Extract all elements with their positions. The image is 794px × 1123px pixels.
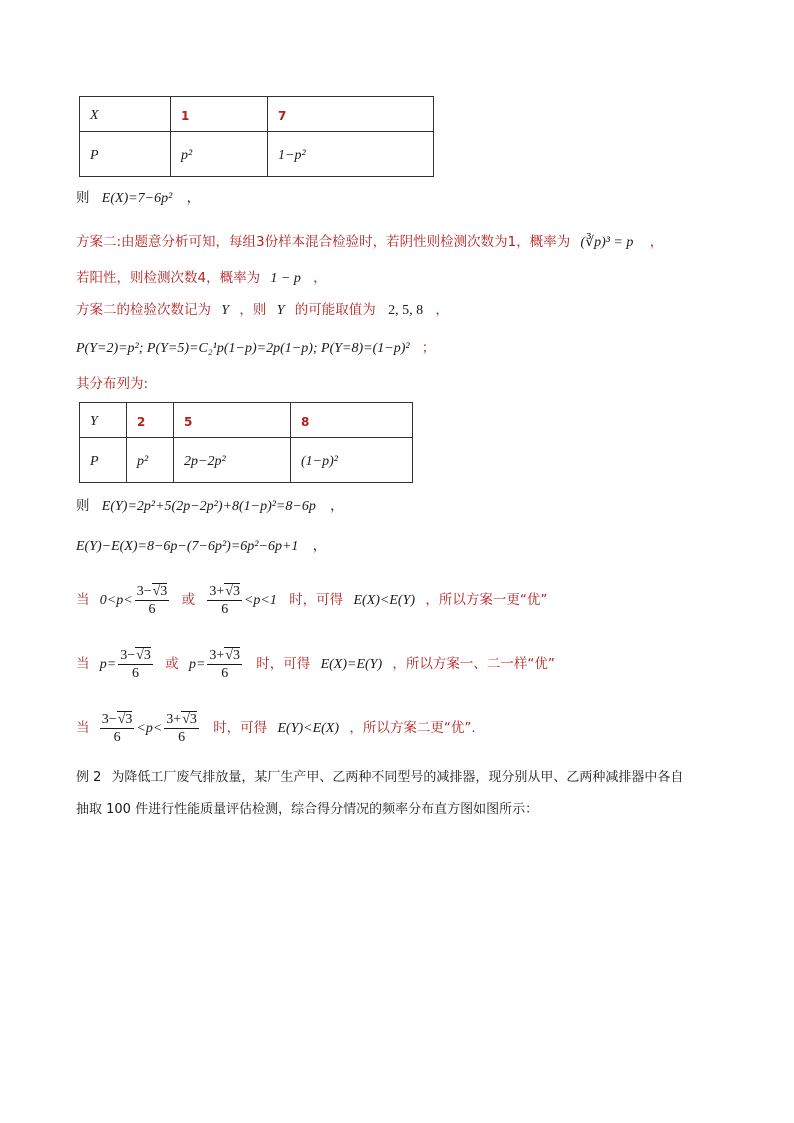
formula: E(Y)−E(X)=8−6p−(7−6p²)=6p²−6p+1	[76, 539, 299, 554]
text: ，	[313, 270, 327, 286]
var: Y	[221, 303, 230, 318]
prob-cell: 1−p²	[278, 148, 306, 163]
plan2-y-line	[76, 300, 449, 321]
fraction: $\frac{3+√3}{6}$	[166, 711, 197, 745]
value-label: 2	[137, 414, 146, 429]
text: ，	[330, 498, 344, 514]
text: 方案二的检验次数记为	[76, 302, 211, 318]
text: 的可能取值为	[294, 302, 376, 318]
ex-line	[76, 188, 200, 209]
values: 2, 5, 8	[388, 303, 424, 318]
example2-line2	[76, 800, 538, 820]
text: ，所以方案一、二一样“优”	[392, 656, 555, 672]
example2-line1	[76, 768, 683, 788]
fraction: $\frac{3-√3}{6}$	[101, 711, 133, 745]
text: 为降低工厂废气排放量，某厂生产甲、乙两种不同型号的减排器，现分别从甲、乙两种减排器中各自	[111, 770, 684, 785]
plan2-line-b	[76, 268, 327, 289]
prob-cell: (1−p)²	[301, 454, 338, 469]
text: 方案二:由题意分析可知，每组3份样本混合检验时，若阴性则检测次数为1，概率为	[76, 234, 571, 250]
formula: E(Y)<E(X)	[277, 721, 340, 736]
formula: 1 − p	[270, 271, 301, 286]
formula: E(Y)=2p²+5(2p−2p²)+8(1−p)²=8−6p	[101, 499, 316, 514]
table-cell	[268, 97, 434, 132]
text: ，	[649, 234, 664, 250]
table-cell	[80, 97, 171, 132]
table-cell	[171, 132, 268, 177]
table-cell	[174, 438, 291, 483]
distribution-table-y	[79, 402, 413, 483]
example-label: 例 2	[76, 770, 102, 785]
value-label: 5	[184, 414, 193, 429]
text: 当	[76, 592, 90, 608]
text: 时，可得	[213, 720, 268, 736]
case2-line: 当 p= $\frac{3-√3}{6}$ 或 p= $\frac{3+√3}{6}$ 时，可得 E(X)=E(Y) ，所以方案一、二一样“优”	[76, 647, 555, 681]
text: 抽取 100 件进行性能质量评估检测，综合得分情况的频率分布直方图如图所示：	[76, 802, 539, 817]
table-cell	[127, 438, 174, 483]
text: 则	[76, 190, 90, 206]
text: ，所以方案一更“优”	[425, 592, 548, 608]
formula: E(X)<E(Y)	[353, 593, 416, 608]
table-cell	[291, 438, 413, 483]
formula: E(X)=7−6p²	[101, 191, 173, 206]
text: ，	[312, 538, 327, 554]
table-cell	[80, 438, 127, 483]
ey-line	[76, 496, 344, 517]
table-cell	[291, 403, 413, 438]
table-cell	[171, 97, 268, 132]
text: ；	[421, 340, 436, 356]
prob-cell: 2p−2p²	[184, 454, 226, 469]
text: ，所以方案二更“优”.	[349, 720, 476, 736]
formula: E(X)=E(Y)	[320, 657, 383, 672]
prob-cell: p²	[181, 148, 193, 163]
text: 若阳性，则检测次数4，概率为	[76, 270, 261, 286]
prob-line	[76, 338, 435, 359]
table-cell	[80, 403, 127, 438]
text: 或	[181, 592, 196, 608]
dist-title: 其分布列为:	[76, 376, 149, 392]
row-label: P	[90, 148, 99, 163]
table-cell	[127, 403, 174, 438]
row-label: P	[90, 454, 99, 469]
text: 时，可得	[289, 592, 344, 608]
formula: (∛p)³ = p	[580, 235, 634, 250]
prob-cell: p²	[137, 454, 149, 469]
fraction: $\frac{3+√3}{6}$	[209, 583, 240, 617]
case1-line: 当 0<p< $\frac{3-√3}{6}$ 或 $\frac{3+√3}{6}$ <p<1 时，可得 E(X)<E(Y) ，所以方案一更“优”	[76, 583, 548, 617]
var-label: Y	[90, 414, 98, 429]
text: 或	[165, 656, 179, 672]
plan2-line-a	[76, 232, 663, 253]
text: 则	[76, 498, 90, 514]
table-cell	[268, 132, 434, 177]
formula: P(Y=2)=p²; P(Y=5)=C₂¹p(1−p)=2p(1−p); P(Y=8)=(1−p)²	[76, 341, 410, 356]
text: ，	[435, 302, 449, 318]
var: Y	[276, 303, 285, 318]
diff-line	[76, 536, 326, 557]
text: 当	[76, 720, 90, 736]
value-label: 8	[301, 414, 310, 429]
value-label: 1	[181, 108, 190, 123]
fraction: $\frac{3+√3}{6}$	[209, 647, 240, 681]
table-cell	[174, 403, 291, 438]
text: 当	[76, 656, 90, 672]
fraction: $\frac{3-√3}{6}$	[136, 583, 168, 617]
var-label: X	[90, 108, 99, 123]
value-label: 7	[278, 108, 287, 123]
text: ，则	[239, 302, 267, 318]
distribution-table-x	[79, 96, 434, 177]
fraction: $\frac{3-√3}{6}$	[120, 647, 151, 681]
case3-line: 当 $\frac{3-√3}{6}$ <p< $\frac{3+√3}{6}$ 时，可得 E(Y)<E(X) ，所以方案二更“优”.	[76, 711, 476, 745]
text: 时，可得	[256, 656, 311, 672]
table-cell	[80, 132, 171, 177]
text: ，	[186, 190, 201, 206]
